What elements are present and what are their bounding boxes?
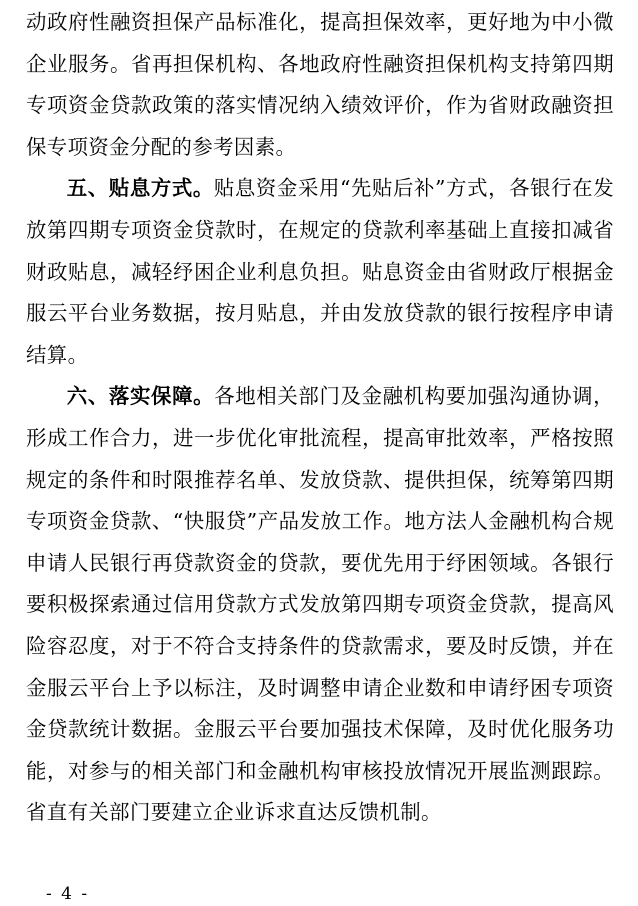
section-heading-five: 五、贴息方式。 [66,176,214,201]
paragraph-interest-subsidy [26,168,614,376]
paragraph-text: 各地相关部门及金融机构要加强沟通协调，形成工作合力，进一步优化审批流程，提高审批效率，严格按照规定的条件和时限推荐名单、发放贷款、提供担保，统筹第四期专项资金贷款、“快服贷”产品发放工作。地方法人金融机构合规申请人民银行再贷款资金的贷款，要优先用于纾困领域。各银行要积极探索通过信用贷款方式发放第四期专项资金贷款，提高风险容忍度，对于不符合支持条件的贷款需求，要及时反馈，并在金服云平台上予以标注，及时调整申请企业数和申请纾困专项资金贷款统计数据。金服云平台要加强技术保障，及时优化服务功能，对参与的相关部门和金融机构审核投放情况开展监测跟踪。省直有关部门要建立企业诉求直达反馈机制。 [26,384,614,825]
document-body [26,2,614,834]
paragraph-text: 动政府性融资担保产品标准化，提高担保效率，更好地为中小微企业服务。省再担保机构、各地政府性融资担保机构支持第四期专项资金贷款政策的落实情况纳入绩效评价，作为省财政融资担保专项资金分配的参考因素。 [26,10,614,159]
section-heading-six: 六、落实保障。 [66,384,215,409]
paragraph-guarantee-continuation [26,2,614,168]
page-number: - 4 - [46,884,90,904]
paragraph-implementation-guarantee [26,376,614,834]
paragraph-text: 贴息资金采用“先贴后补”方式，各银行在发放第四期专项资金贷款时，在规定的贷款利率基础上直接扣减省财政贴息，减轻纾困企业利息负担。贴息资金由省财政厅根据金服云平台业务数据，按月贴息，并由发放贷款的银行按程序申请结算。 [26,176,614,367]
